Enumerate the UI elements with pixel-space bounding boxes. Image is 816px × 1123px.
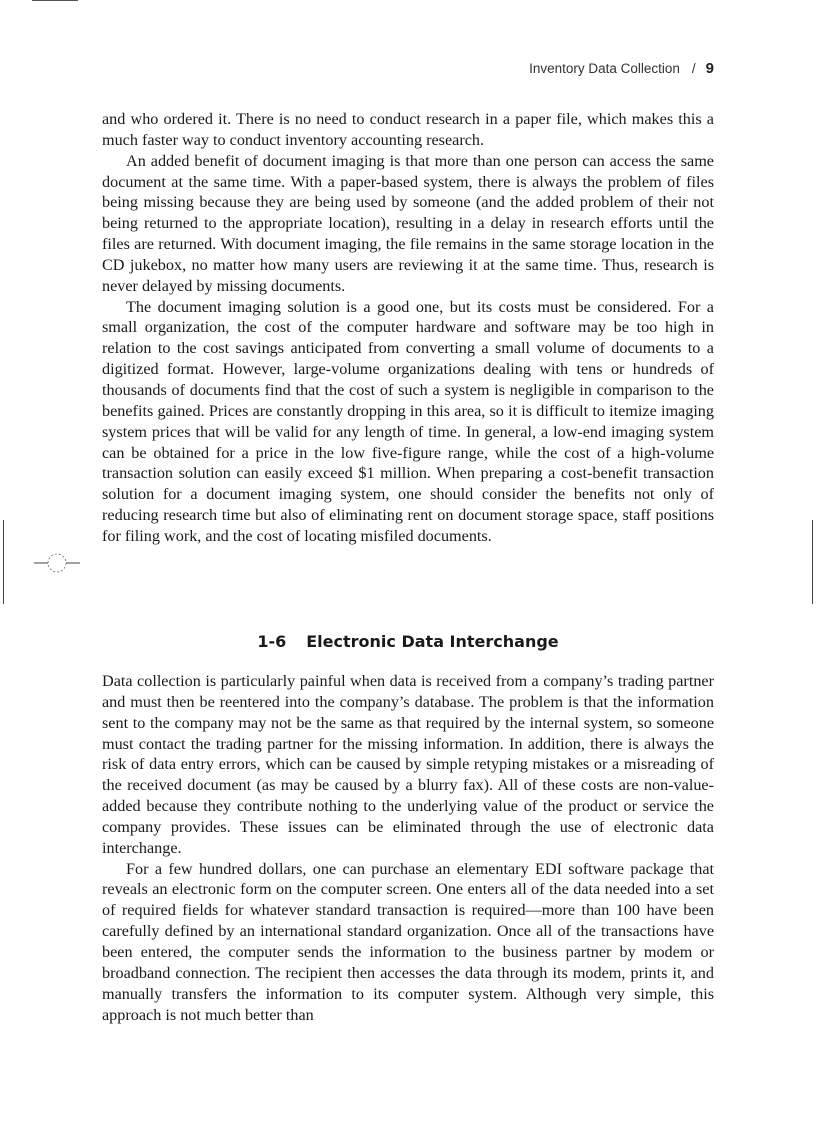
running-header (529, 60, 714, 77)
body-text-block-1 (102, 109, 714, 547)
section-title: Electronic Data Interchange (306, 632, 559, 651)
section-number: 1-6 (257, 632, 287, 651)
header-separator: / (691, 61, 696, 76)
registration-mark-icon (34, 548, 80, 578)
paragraph: and who ordered it. There is no need to conduct research in a paper file, which makes this a much faster way to conduct inventory accounting research. (102, 110, 714, 149)
paragraph: Data collection is particularly painful when data is received from a company’s trading partner and must then be reentered into the company’s database. The problem is that the information sent to the company may not be the same as that required by the internal system, so someone must contact the trading partner for the missing information. In addition, there is always the risk of data entry errors, which can be caused by simple retyping mistakes or a misreading of the received document (as may be caused by a blurry fax). All of these costs are non-value-added because they contribute nothing to the underlying value of the product or service the company provides. These issues can be eliminated through the use of electronic data interchange. (102, 672, 714, 857)
page-number: 9 (705, 60, 714, 77)
top-crop-rule (32, 0, 78, 1)
running-title: Inventory Data Collection (529, 61, 680, 76)
right-crop-mark (812, 520, 813, 604)
paragraph: The document imaging solution is a good one, but its costs must be considered. For a small organization, the cost of the computer hardware and software may be too high in relation to the cost savings anticipated from converting a small volume of documents to a digitized format. However, large-volume organizations dealing with tens or hundreds of thousands of documents find that the cost of such a system is negligible in comparison to the benefits gained. Prices are constantly dropping in this area, so it is difficult to itemize imaging system prices that will be valid for any length of time. In general, a low-end imaging system can be obtained for a price in the low five-figure range, while the cost of a high-volume transaction solution can easily exceed $1 million. When preparing a cost-benefit transaction solution for a document imaging system, one should consider the benefits not only of reducing research time but also of eliminating rent on document storage space, staff positions for filing work, and the cost of locating misfiled documents. (102, 297, 714, 545)
paragraph: An added benefit of document imaging is that more than one person can access the same document at the same time. With a paper-based system, there is always the problem of files being missing because they are being used by someone (and the added problem of their not being returned to the appropriate location), resulting in a delay in research efforts until the files are returned. With document imaging, the file remains in the same storage location in the CD jukebox, no matter how many users are reviewing it at the same time. Thus, research is never delayed by missing documents. (102, 151, 714, 295)
paragraph: For a few hundred dollars, one can purchase an elementary EDI software package that reveals an electronic form on the computer screen. One enters all of the data needed into a set of required fields for whatever standard transaction is required—more than 100 have been carefully defined by an international standard organization. Once all of the transactions have been entered, the computer sends the information to the business partner by modem or broadband connection. The recipient then accesses the data through its modem, prints it, and manually transfers the information to its computer system. Although very simple, this approach is not much better than (102, 859, 714, 1024)
body-text-block-2 (102, 671, 714, 1025)
section-heading (102, 632, 714, 651)
left-crop-mark (3, 520, 4, 604)
